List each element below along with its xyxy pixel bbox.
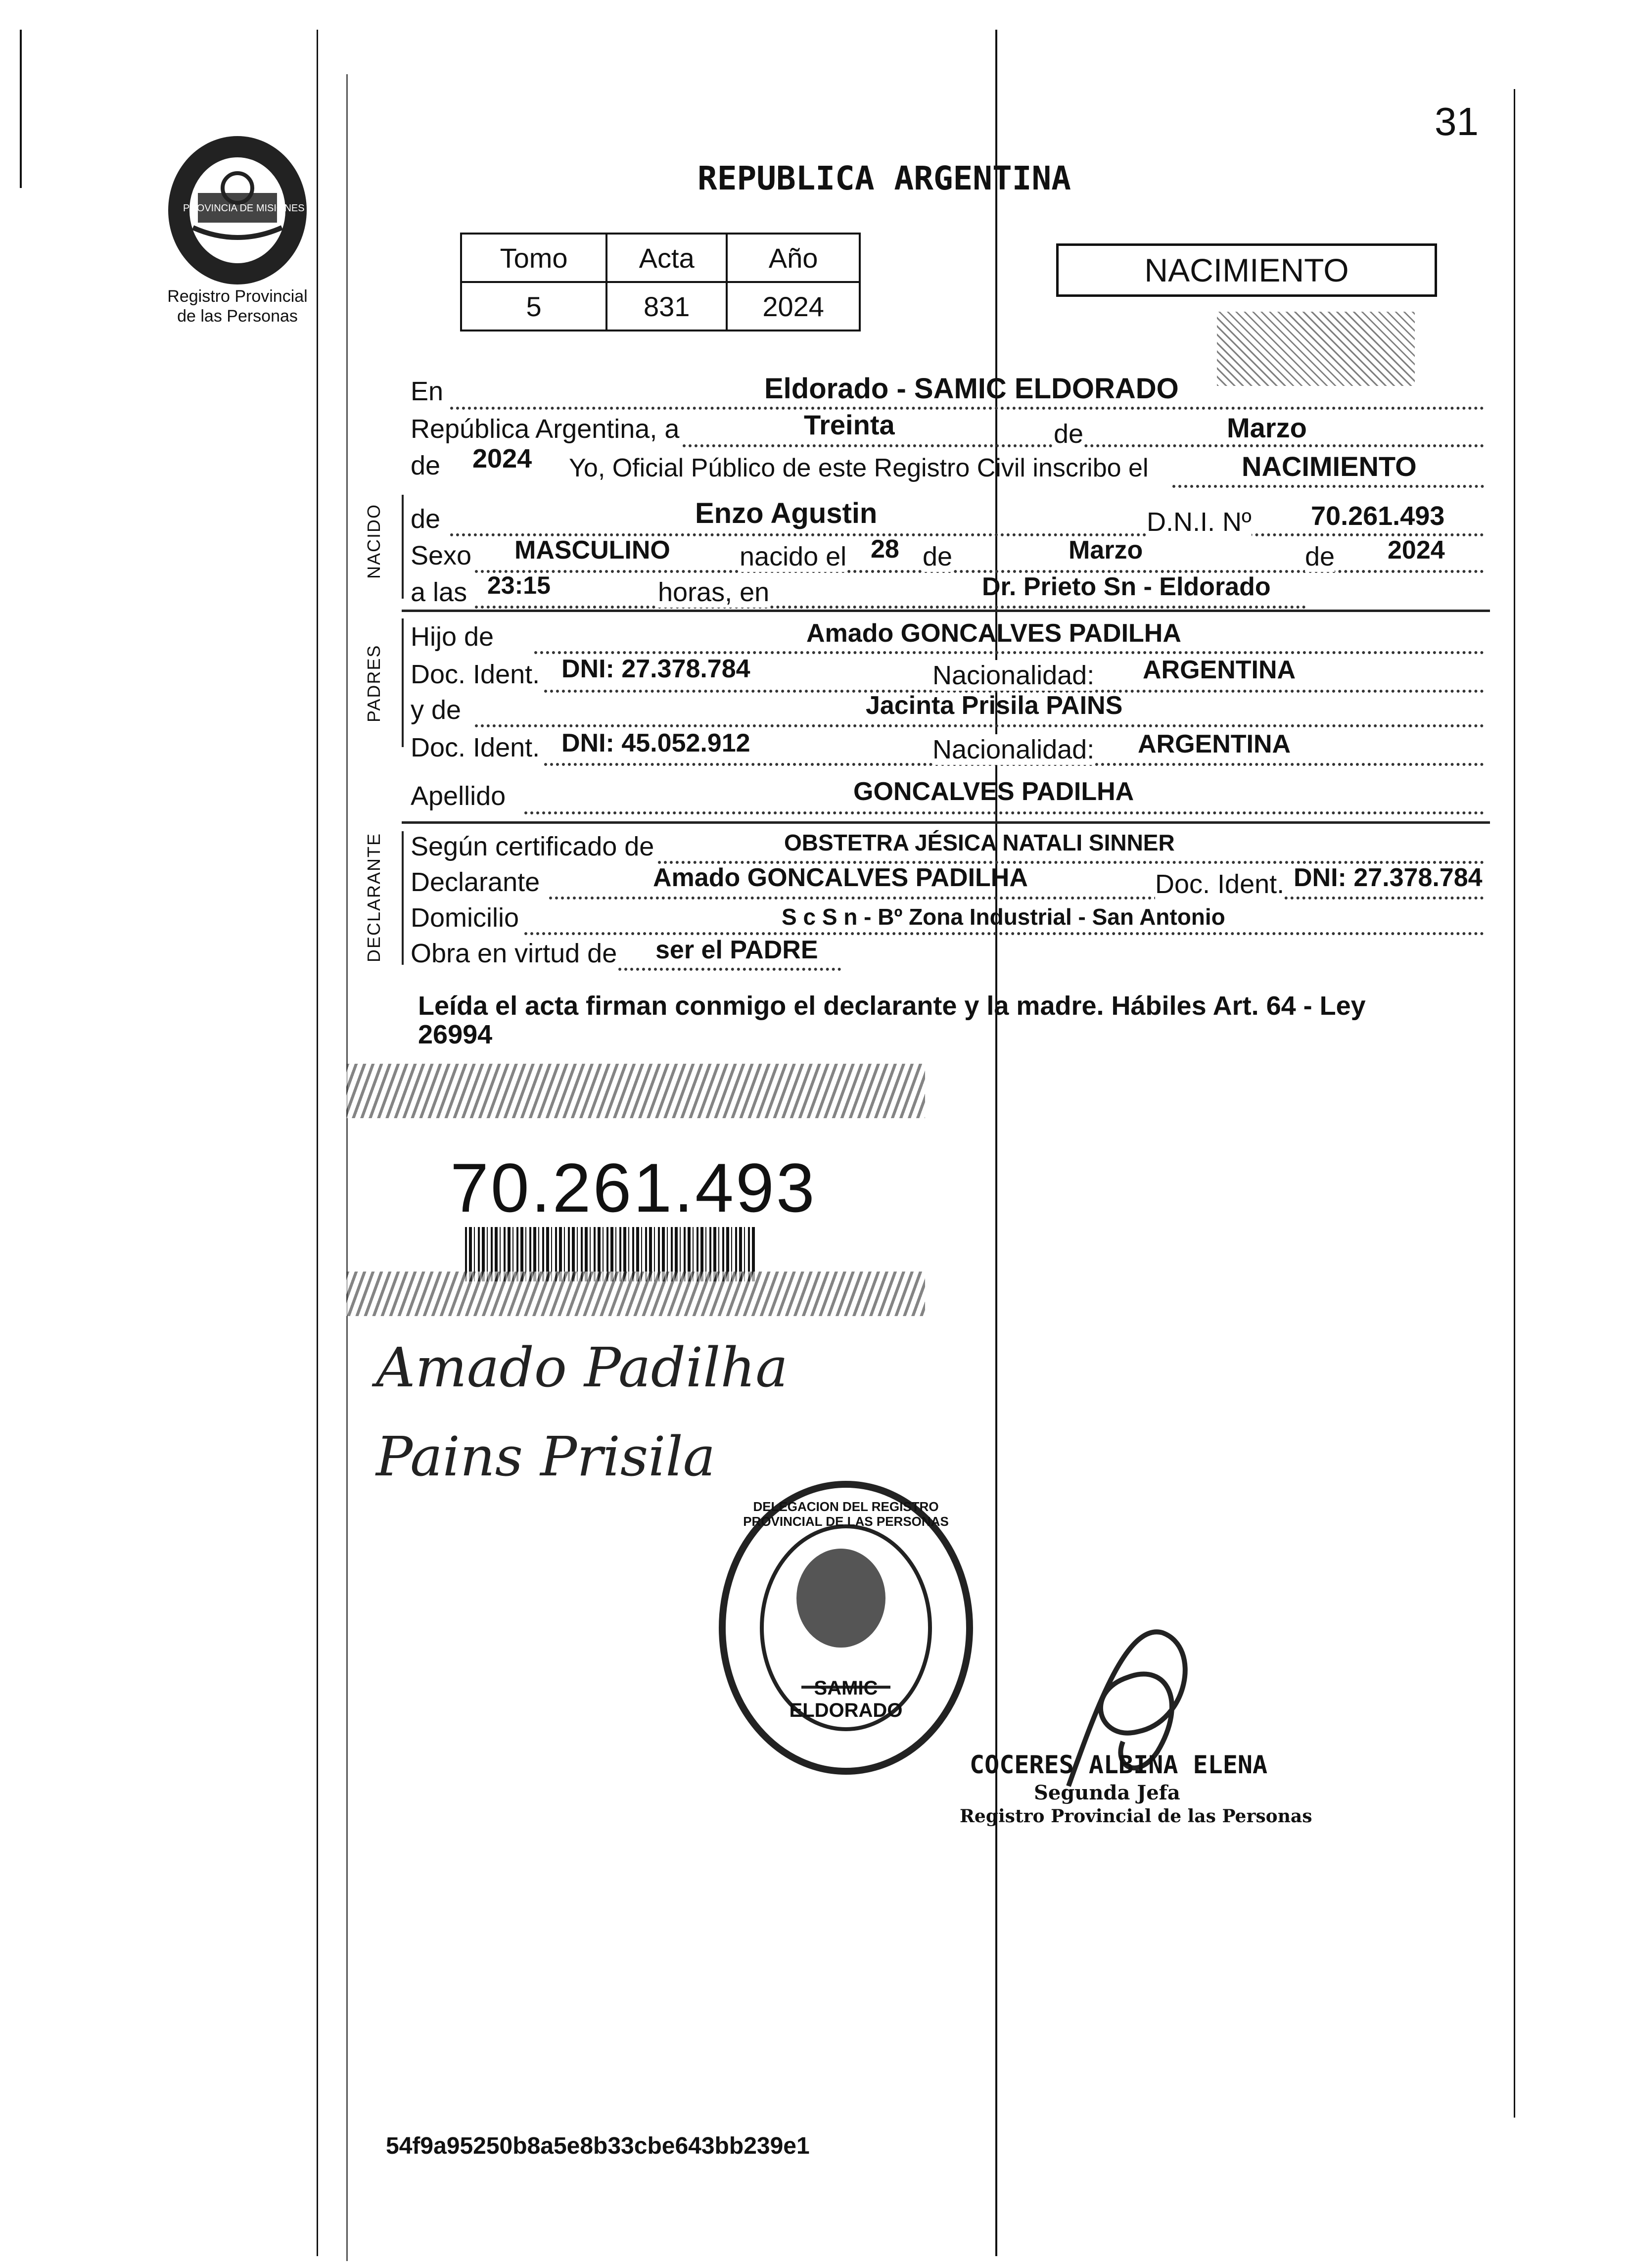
obra-value: ser el PADRE [655,936,818,964]
official-seal [717,1479,975,1776]
place-value: Eldorado - SAMIC ELDORADO [764,373,1179,405]
dotted-line [1172,485,1484,488]
dotted-line [475,606,1306,609]
nacido-label: nacido el [740,542,847,571]
closing-text: Leída el acta firman conmigo el declarante y la madre. Hábiles Art. 64 - Ley [418,991,1366,1021]
birth-month: Marzo [1069,536,1143,565]
official-title: Segunda Jefa [1034,1781,1180,1804]
de-label: de [411,504,441,534]
dotted-line [618,968,841,971]
table-cell-tomo: 5 [461,282,606,331]
cert-value: OBSTETRA JÉSICA NATALI SINNER [784,830,1175,855]
dotted-line [450,407,1484,410]
doc-label: Doc. Ident. [411,733,540,762]
official-office: Registro Provincial de las Personas [960,1806,1312,1827]
dni-label: D.N.I. Nº [1147,507,1252,537]
domicilio-label: Domicilio [411,903,519,933]
alas-label: a las [411,577,467,607]
dotted-line [524,811,1484,814]
left-margin-line [20,30,22,188]
section-rule [402,610,1490,612]
child-name: Enzo Agustin [695,497,878,529]
declarante-label: Declarante [411,867,540,897]
table-cell-ano: 2024 [727,282,860,331]
act-value: NACIMIENTO [1242,451,1417,482]
de-label: de [923,542,953,571]
seal-inner-text: SAMIC ELDORADO [789,1677,903,1721]
margin-line [317,30,318,2256]
apellido-label: Apellido [411,781,506,811]
closing-text: 26994 [418,1020,493,1049]
dotted-line [475,724,1484,727]
republica-label: República Argentina, a [411,414,680,444]
doc-label: Doc. Ident. [1155,869,1285,899]
mother-name: Jacinta Prisila PAINS [866,691,1123,720]
father-name: Amado GONCALVES PADILHA [806,619,1181,648]
logo-text: PROVINCIA DE MISIONES [183,203,305,214]
record-type-box [1056,243,1437,297]
apellido-value: GONCALVES PADILHA [853,777,1134,806]
section-label-nacido: NACIDO [364,503,384,579]
declarante-name: Amado GONCALVES PADILHA [653,863,1028,892]
father-nationality: ARGENTINA [1143,656,1296,684]
birth-place: Dr. Prieto Sn - Eldorado [982,572,1271,601]
nacionalidad-label: Nacionalidad: [932,735,1095,764]
doc-label: Doc. Ident. [411,660,540,689]
section-divider [402,831,404,965]
barcode-number: 70.261.493 [450,1149,817,1227]
father-doc: DNI: 27.378.784 [561,655,750,683]
day-words: Treinta [804,409,895,440]
horas-label: horas, en [658,577,770,607]
table-header: Tomo [461,234,606,282]
table-header: Acta [606,234,727,282]
de-label: de [1054,419,1084,449]
barcode-label [346,1064,925,1311]
declarante-doc: DNI: 27.378.784 [1294,863,1483,892]
mother-doc: DNI: 45.052.912 [561,729,750,757]
official-name: COCERES ALBINA ELENA [970,1750,1268,1779]
dotted-line [549,897,1484,899]
security-pattern [346,1064,925,1118]
document-hash: 54f9a95250b8a5e8b33cbe643bb239e1 [386,2133,810,2159]
registry-caption: Registro Provincial [167,287,308,306]
security-pattern [346,1272,925,1316]
mother-nationality: ARGENTINA [1138,730,1291,758]
obra-label: Obra en virtud de [411,939,617,968]
domicilio-value: S c S n - Bº Zona Industrial - San Antonio [782,904,1225,930]
birth-year: 2024 [1388,536,1445,565]
nacionalidad-label: Nacionalidad: [932,661,1095,690]
right-margin-line [1514,89,1515,2118]
security-stamp [1217,312,1415,386]
section-divider [402,618,404,747]
en-label: En [411,377,444,406]
table-header: Año [727,234,860,282]
month-value: Marzo [1227,412,1307,443]
table-cell-acta: 831 [606,282,727,331]
hijo-label: Hijo de [411,622,494,652]
record-type: NACIMIENTO [1144,252,1349,288]
sexo-value: MASCULINO [514,536,670,565]
section-label-declarante: DECLARANTE [364,832,384,962]
registry-caption: de las Personas [177,307,298,326]
section-rule [402,821,1490,824]
child-dni: 70.261.493 [1311,501,1445,531]
de2-label: de [411,451,441,480]
de-label: de [1305,542,1335,571]
yde-label: y de [411,695,462,725]
province-logo [163,129,312,287]
seal-ring-text: DELEGACION DEL REGISTRO PROVINCIAL DE LAS PERSONAS [743,1499,949,1529]
year-value: 2024 [472,444,532,473]
father-signature: Amado Padilha [376,1336,788,1399]
center-fold-line [995,30,997,2256]
page-number: 31 [1435,99,1479,143]
section-divider [402,495,404,599]
sexo-label: Sexo [411,541,472,570]
yo-text: Yo, Oficial Público de este Registro Civil inscribo el [569,454,1149,482]
birth-time: 23:15 [487,571,551,599]
birth-day: 28 [871,535,899,564]
section-label-padres: PADRES [364,644,384,722]
mother-signature: Pains Prisila [376,1425,716,1488]
country-title: REPUBLICA ARGENTINA [698,159,1071,197]
record-table [460,233,861,331]
cert-label: Según certificado de [411,832,654,861]
